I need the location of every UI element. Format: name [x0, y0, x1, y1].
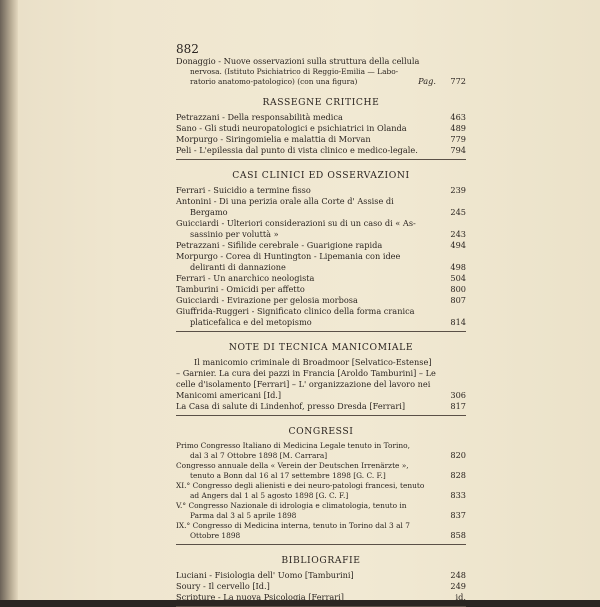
entry-page: 248: [450, 570, 466, 580]
entry-page: 243: [450, 229, 466, 239]
entry-page: 494: [450, 240, 466, 250]
entry-text: Morpurgo - Corea di Huntington - Lipemania con idee: [176, 251, 401, 261]
entry-page: 489: [450, 123, 466, 133]
entry-line: nervosa. (Istituto Psichiatrico di Reggio-Emilia — Labo-: [190, 67, 399, 76]
divider: [176, 159, 466, 160]
entry-text: Congresso annuale della « Verein der Deutschen Irrenärzte »,: [176, 461, 409, 470]
section-heading-bibliografie: BIBLIOGRAFIE: [281, 555, 361, 566]
entry-text: Luciani - Fisiologia dell' Uomo [Tamburini]: [176, 570, 354, 580]
entry-text: Primo Congresso Italiano di Medicina Legale tenuto in Torino,: [176, 441, 410, 450]
entry-continuation: Bergamo: [190, 207, 228, 217]
entry-text: Sano - Gli studi neuropatologici e psichiatrici in Olanda: [176, 123, 407, 133]
section-heading-note: NOTE DI TECNICA MANICOMIALE: [228, 342, 414, 353]
entry-text: Guicciardi - Ulteriori considerazioni su di un caso di « As-: [176, 218, 416, 228]
entry-page: 249: [450, 581, 466, 591]
entry-text: Petrazzani - Della responsabilità medica: [176, 112, 343, 122]
entry-page: id.: [455, 592, 466, 602]
note-paragraph-text: Il manicomio criminale di Broadmoor [Selvatico-Estense] – Garnier. La cura dei pazzi in Francia [Aroldo Tamburini] – Le celle d'isolamento [Ferrari] – L' organizzazione del lavoro nei Manicomi americani [Id.]: [176, 357, 436, 400]
entry-page: 498: [450, 262, 466, 272]
entry-page: 817: [450, 401, 466, 411]
entry-page: 814: [450, 317, 466, 327]
entry-page: 463: [450, 112, 466, 122]
entry-continuation: dal 3 al 7 Ottobre 1898 [M. Carrara]: [190, 451, 328, 460]
entry-page: 833: [450, 490, 466, 500]
entry-line: Donaggio - Nuove osservazioni sulla struttura della cellula: [176, 56, 420, 66]
toc-entry: [176, 570, 466, 581]
entry-text: Antonini - Di una perizia orale alla Corte d' Assise di: [176, 196, 394, 206]
entry-page: 837: [450, 510, 466, 520]
entry-continuation: sassinio per voluttà »: [190, 229, 279, 239]
entry-text: Ferrari - Un anarchico neologista: [176, 273, 315, 283]
entry-page: 807: [450, 295, 466, 305]
entry-text: Peli - L'epilessia dal punto di vista clinico e medico-legale.: [176, 145, 418, 155]
entry-page: 779: [450, 134, 466, 144]
toc-entry: [176, 581, 466, 592]
entry-line: ratorio anatomo-patologico) (con una figura): [190, 77, 358, 86]
entry-page: 858: [450, 530, 466, 540]
entry-page: 828: [450, 470, 466, 480]
section-heading-rassegne: RASSEGNE CRITICHE: [262, 97, 380, 108]
entry-continuation: Parma dal 3 al 5 aprile 1898: [190, 511, 297, 520]
divider: [176, 415, 466, 416]
toc-entry: [176, 251, 466, 273]
toc-entry: [176, 145, 466, 156]
entry-page: 245: [450, 207, 466, 217]
entry-text: Scripture - La nuova Psicologia [Ferrari]: [176, 592, 344, 602]
entry-text: Tamburini - Omicidi per affetto: [176, 284, 305, 294]
toc-entry: [176, 441, 466, 461]
section-list-congressi: [176, 441, 466, 541]
entry-continuation: platicefalica e del metopismo: [190, 317, 312, 327]
toc-entry: [176, 112, 466, 123]
toc-entry: [176, 401, 466, 412]
section-list-casi: [176, 185, 466, 328]
toc-entry: [176, 273, 466, 284]
section-list-rassegne: [176, 112, 466, 156]
toc-entry: [176, 592, 466, 603]
toc-entry: [176, 284, 466, 295]
toc-entry: [176, 218, 466, 240]
entry-text: Guicciardi - Evirazione per gelosia morbosa: [176, 295, 358, 305]
entry-page: 800: [450, 284, 466, 294]
entry-page: 820: [450, 450, 466, 460]
page-number: 882: [176, 42, 199, 56]
toc-entry: [176, 306, 466, 328]
entry-page: 239: [450, 185, 466, 195]
entry-continuation: tenuto a Bonn dal 16 al 17 settembre 1898 [G. C. F.]: [190, 471, 386, 480]
toc-entry: [176, 521, 466, 541]
entry-page: 794: [450, 145, 466, 155]
entry-page: 504: [450, 273, 466, 283]
toc-entry: [176, 481, 466, 501]
toc-entry: [176, 461, 466, 481]
table-of-contents: [176, 56, 466, 607]
entry-text: Giuffrida-Ruggeri - Significato clinico della forma cranica: [176, 306, 415, 316]
entry-text: La Casa di salute di Lindenhof, presso Dresda [Ferrari]: [176, 401, 406, 411]
entry-text: XI.° Congresso degli alienisti e dei neuro-patologi francesi, tenuto: [176, 481, 425, 490]
pag-label: Pag.: [418, 76, 436, 86]
toc-entry: [176, 134, 466, 145]
toc-entry: [176, 123, 466, 134]
toc-entry-donaggio: [176, 56, 466, 87]
toc-entry: [176, 196, 466, 218]
entry-text: V.° Congresso Nazionale di idrologia e climatologia, tenuto in: [176, 501, 407, 510]
divider: [176, 331, 466, 332]
entry-continuation: deliranti di dannazione: [190, 262, 286, 272]
entry-text: Ferrari - Suicidio a termine fisso: [176, 185, 311, 195]
toc-entry: [176, 501, 466, 521]
entry-text: Petrazzani - Sifilide cerebrale - Guarigione rapida: [176, 240, 383, 250]
divider: [176, 544, 466, 545]
toc-entry: [176, 240, 466, 251]
toc-entry: [176, 295, 466, 306]
entry-page: 306: [450, 390, 466, 400]
entry-continuation: Ottobre 1898: [190, 531, 241, 540]
entry-page: 772: [450, 76, 466, 86]
entry-continuation: ad Angers dal 1 al 5 agosto 1898 [G. C. F.]: [190, 491, 349, 500]
note-paragraph: [176, 357, 466, 401]
entry-text: Morpurgo - Siringomielia e malattia di Morvan: [176, 134, 371, 144]
toc-entry: [176, 185, 466, 196]
section-heading-casi: CASI CLINICI ED OSSERVAZIONI: [232, 170, 410, 181]
entry-text: IX.° Congresso di Medicina interna, tenuto in Torino dal 3 al 7: [176, 521, 410, 530]
section-heading-congressi: CONGRESSI: [288, 426, 354, 437]
book-spine-shadow: [0, 0, 18, 600]
section-list-bibliografie: [176, 570, 466, 603]
entry-text: Soury - Il cervello [Id.]: [176, 581, 270, 591]
